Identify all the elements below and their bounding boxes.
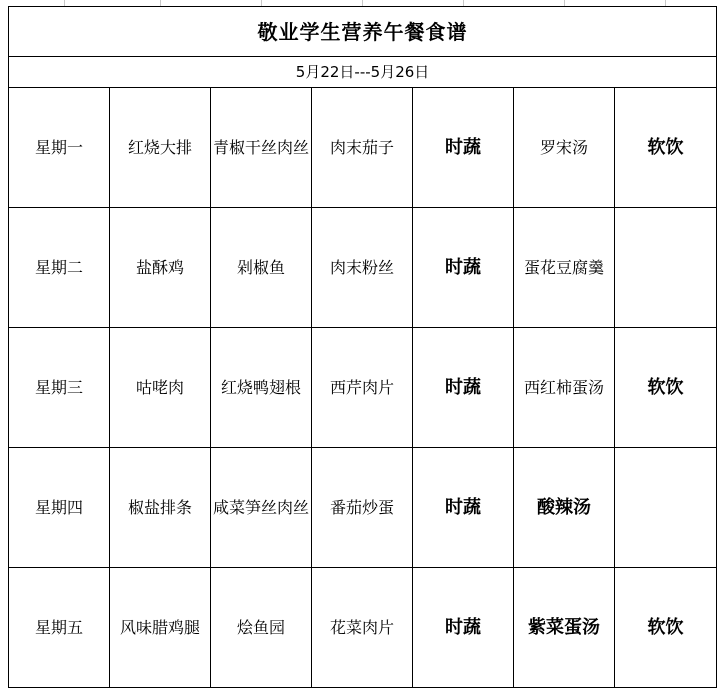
- vegetable-cell[interactable]: 时蔬: [413, 328, 514, 448]
- table-row: [9, 448, 717, 568]
- drink-cell[interactable]: 软饮: [615, 568, 717, 688]
- drink-cell[interactable]: 软饮: [615, 88, 717, 208]
- day-cell[interactable]: 星期五: [9, 568, 110, 688]
- soup-cell[interactable]: 酸辣汤: [514, 448, 615, 568]
- side-dish-cell[interactable]: 红烧鸭翅根: [211, 328, 312, 448]
- main-dish-cell[interactable]: 红烧大排: [110, 88, 211, 208]
- side-dish-cell[interactable]: 肉末茄子: [312, 88, 413, 208]
- side-dish-cell[interactable]: 番茄炒蛋: [312, 448, 413, 568]
- side-dish-cell[interactable]: 西芹肉片: [312, 328, 413, 448]
- menu-title[interactable]: 敬业学生营养午餐食谱: [9, 7, 717, 57]
- soup-cell[interactable]: 蛋花豆腐羹: [514, 208, 615, 328]
- side-dish-cell[interactable]: 剁椒鱼: [211, 208, 312, 328]
- table-row: [9, 208, 717, 328]
- title-row: [9, 7, 717, 57]
- drink-cell[interactable]: [615, 208, 717, 328]
- main-dish-cell[interactable]: 椒盐排条: [110, 448, 211, 568]
- vegetable-cell[interactable]: 时蔬: [413, 568, 514, 688]
- main-dish-cell[interactable]: 风味腊鸡腿: [110, 568, 211, 688]
- side-dish-cell[interactable]: 咸菜笋丝肉丝: [211, 448, 312, 568]
- vegetable-cell[interactable]: 时蔬: [413, 88, 514, 208]
- table-row: [9, 328, 717, 448]
- side-dish-cell[interactable]: 烩鱼园: [211, 568, 312, 688]
- soup-cell[interactable]: 罗宋汤: [514, 88, 615, 208]
- side-dish-cell[interactable]: 花菜肉片: [312, 568, 413, 688]
- side-dish-cell[interactable]: 肉末粉丝: [312, 208, 413, 328]
- vegetable-cell[interactable]: 时蔬: [413, 448, 514, 568]
- table-row: [9, 568, 717, 688]
- table-row: [9, 88, 717, 208]
- day-cell[interactable]: 星期四: [9, 448, 110, 568]
- main-dish-cell[interactable]: 盐酥鸡: [110, 208, 211, 328]
- soup-cell[interactable]: 紫菜蛋汤: [514, 568, 615, 688]
- drink-cell[interactable]: [615, 448, 717, 568]
- day-cell[interactable]: 星期二: [9, 208, 110, 328]
- day-cell[interactable]: 星期三: [9, 328, 110, 448]
- day-cell[interactable]: 星期一: [9, 88, 110, 208]
- side-dish-cell[interactable]: 青椒干丝肉丝: [211, 88, 312, 208]
- date-row: [9, 57, 717, 88]
- soup-cell[interactable]: 西红柿蛋汤: [514, 328, 615, 448]
- vegetable-cell[interactable]: 时蔬: [413, 208, 514, 328]
- lunch-menu-table: [8, 6, 717, 688]
- date-range[interactable]: 5月22日---5月26日: [9, 57, 717, 88]
- main-dish-cell[interactable]: 咕咾肉: [110, 328, 211, 448]
- drink-cell[interactable]: 软饮: [615, 328, 717, 448]
